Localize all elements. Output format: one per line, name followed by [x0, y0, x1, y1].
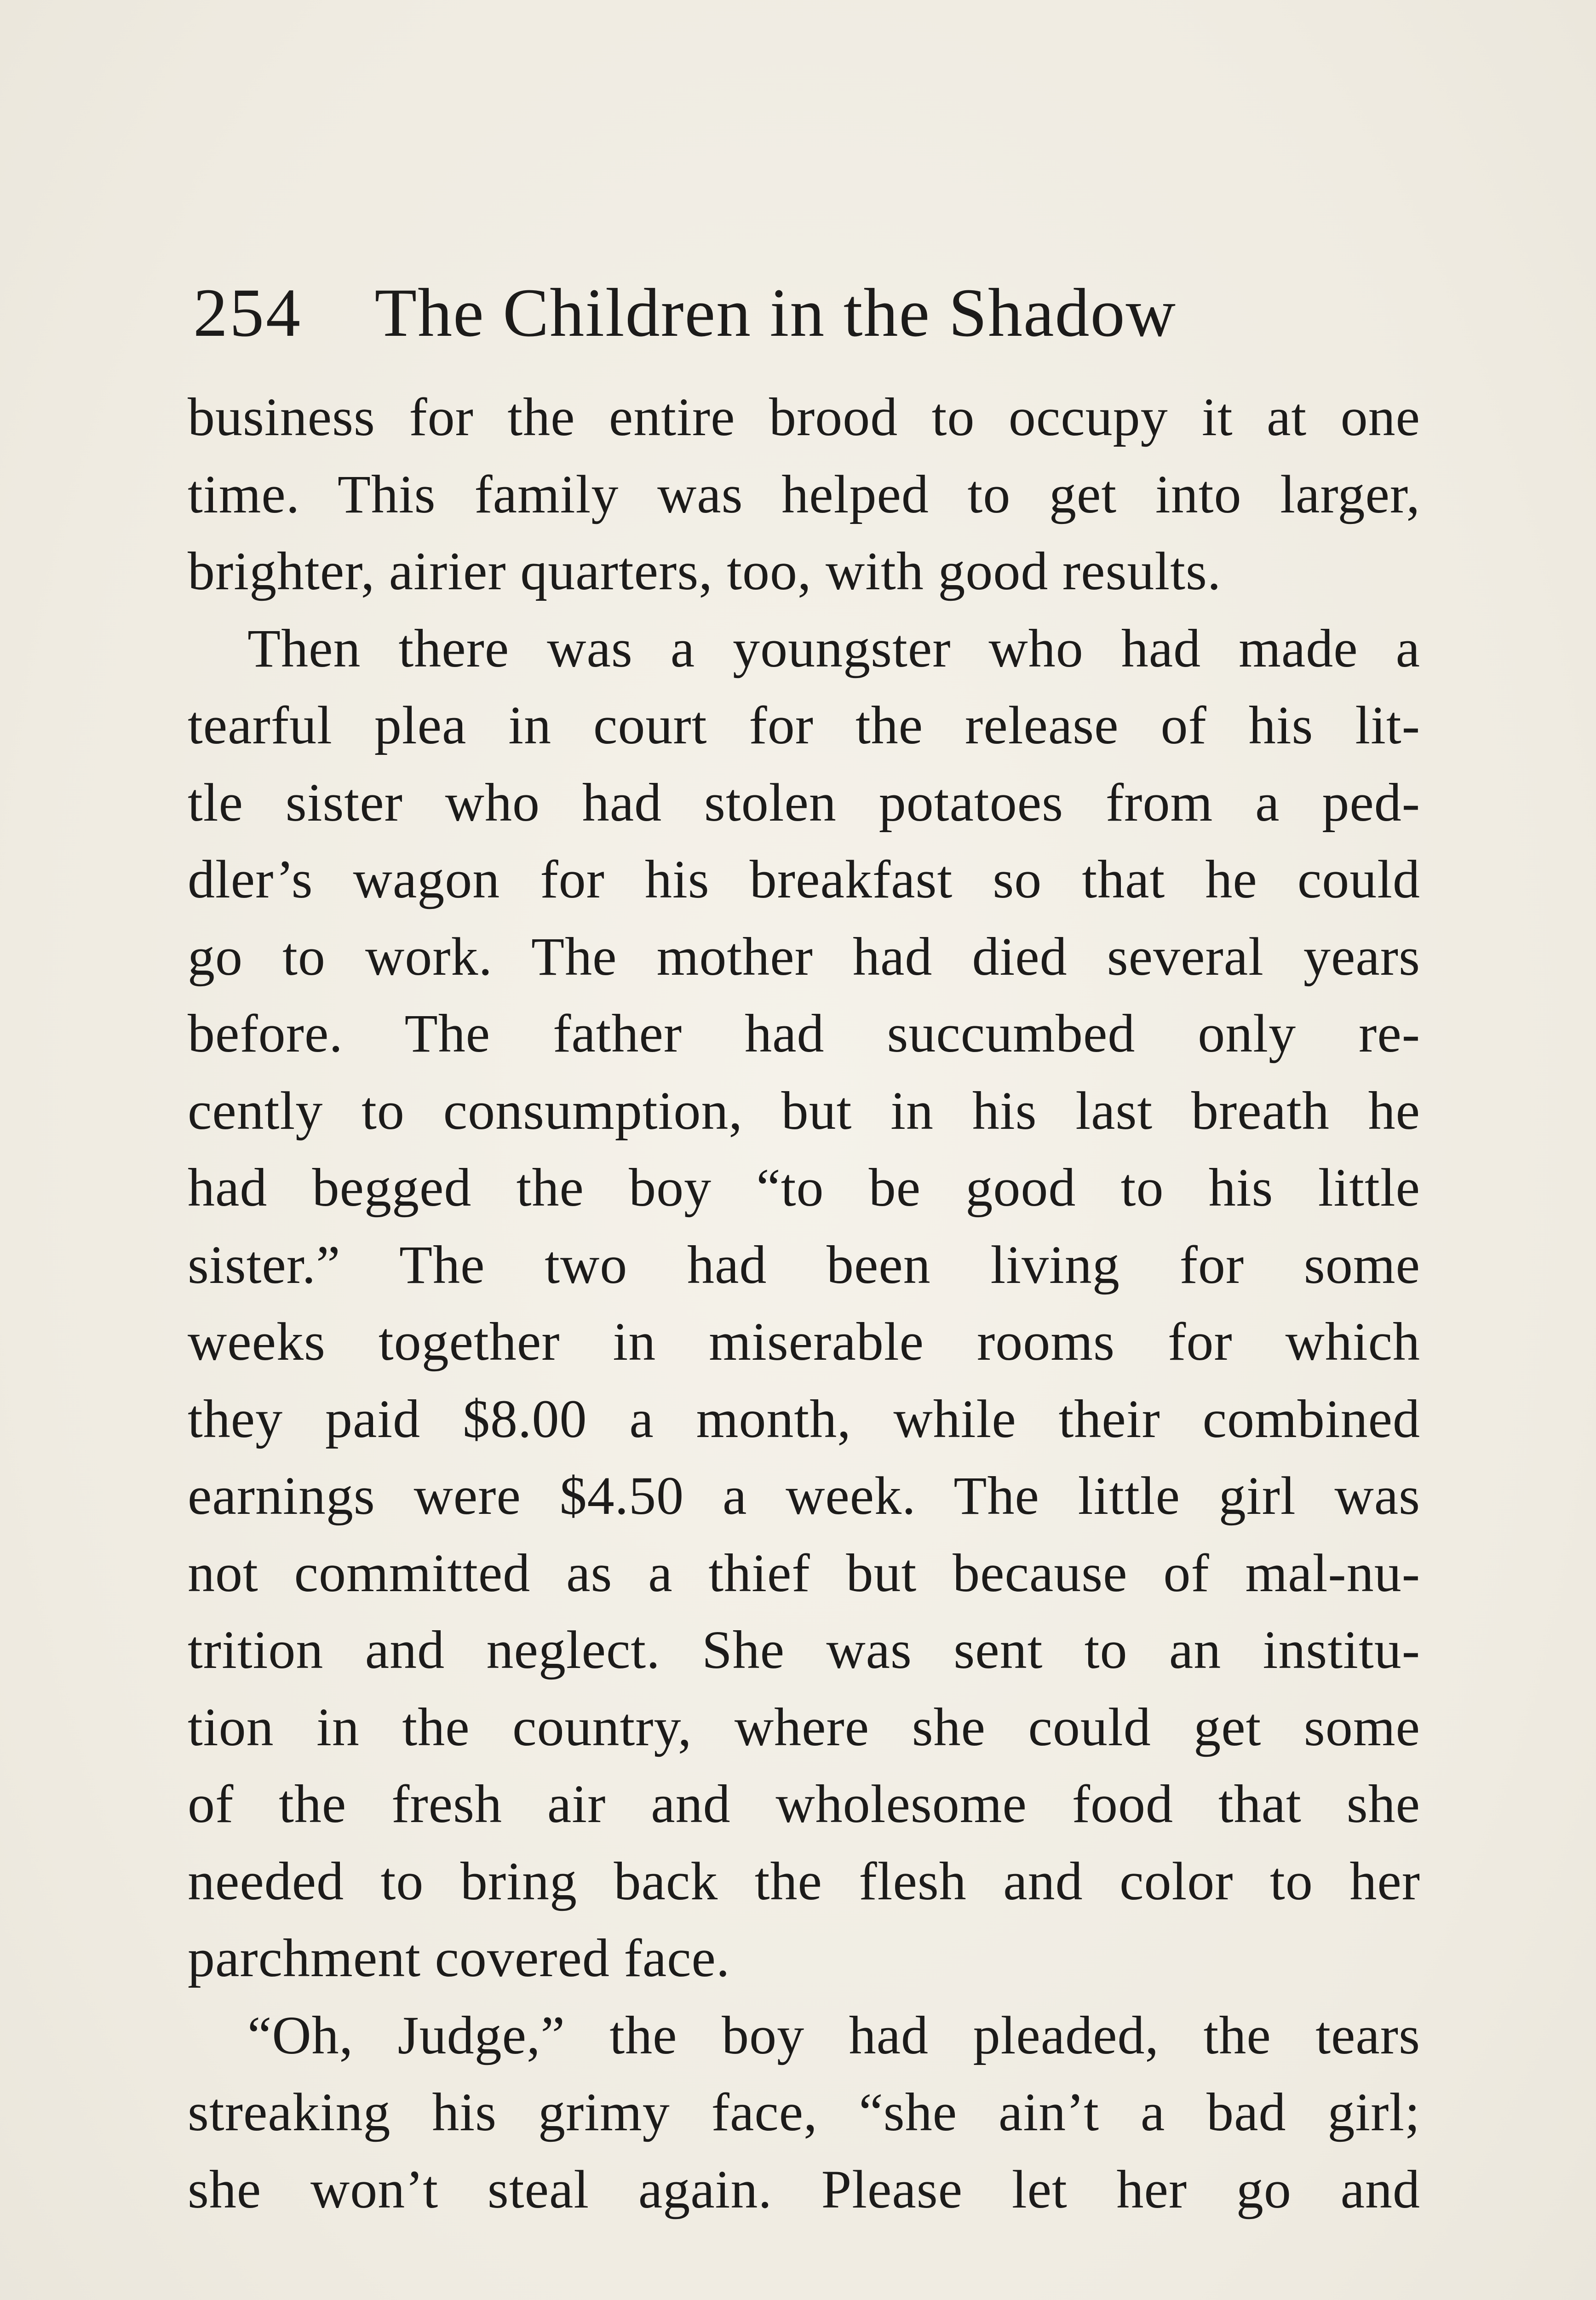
text-line: tion in the country, where she could get some — [188, 1696, 1420, 1757]
text-line: earnings were $4.50 a week. The little girl was — [188, 1466, 1420, 1526]
text-line: streaking his grimy face, “she ain’t a bad girl; — [188, 2082, 1420, 2142]
text-line: before. The father had succumbed only re- — [188, 1003, 1420, 1064]
text-line: tle sister who had stolen potatoes from a ped- — [188, 772, 1420, 833]
text-line: not committed as a thief but because of mal-nu- — [188, 1542, 1420, 1603]
text-line: dler’s wagon for his breakfast so that he could — [188, 849, 1420, 909]
text-line: business for the entire brood to occupy it at one — [188, 387, 1420, 447]
text-line: needed to bring back the flesh and color to her — [188, 1851, 1420, 1911]
text-line: she won’t steal again. Please let her go and — [188, 2159, 1420, 2220]
running-title: The Children in the Shadow — [374, 275, 1177, 351]
text-line: parchment covered face. — [188, 1928, 730, 1988]
text-line: “Oh, Judge,” the boy had pleaded, the tears — [247, 2005, 1420, 2065]
text-line: time. This family was helped to get into larger, — [188, 464, 1420, 524]
text-line: weeks together in miserable rooms for which — [188, 1311, 1420, 1372]
page-number: 254 — [193, 275, 302, 351]
text-line: cently to consumption, but in his last breath he — [188, 1080, 1420, 1141]
text-line: sister.” The two had been living for some — [188, 1234, 1420, 1295]
text-line: they paid $8.00 a month, while their combined — [188, 1388, 1420, 1449]
text-line: brighter, airier quarters, too, with good results. — [188, 541, 1222, 601]
text-line: tearful plea in court for the release of his lit- — [188, 695, 1420, 755]
text-line: trition and neglect. She was sent to an institu- — [188, 1620, 1420, 1680]
text-line: of the fresh air and wholesome food that she — [188, 1774, 1420, 1834]
text-line: go to work. The mother had died several years — [188, 926, 1420, 987]
body-text — [188, 379, 1420, 2228]
page-header — [193, 267, 1435, 359]
text-line: Then there was a youngster who had made a — [247, 618, 1420, 678]
text-line: had begged the boy “to be good to his little — [188, 1157, 1420, 1218]
